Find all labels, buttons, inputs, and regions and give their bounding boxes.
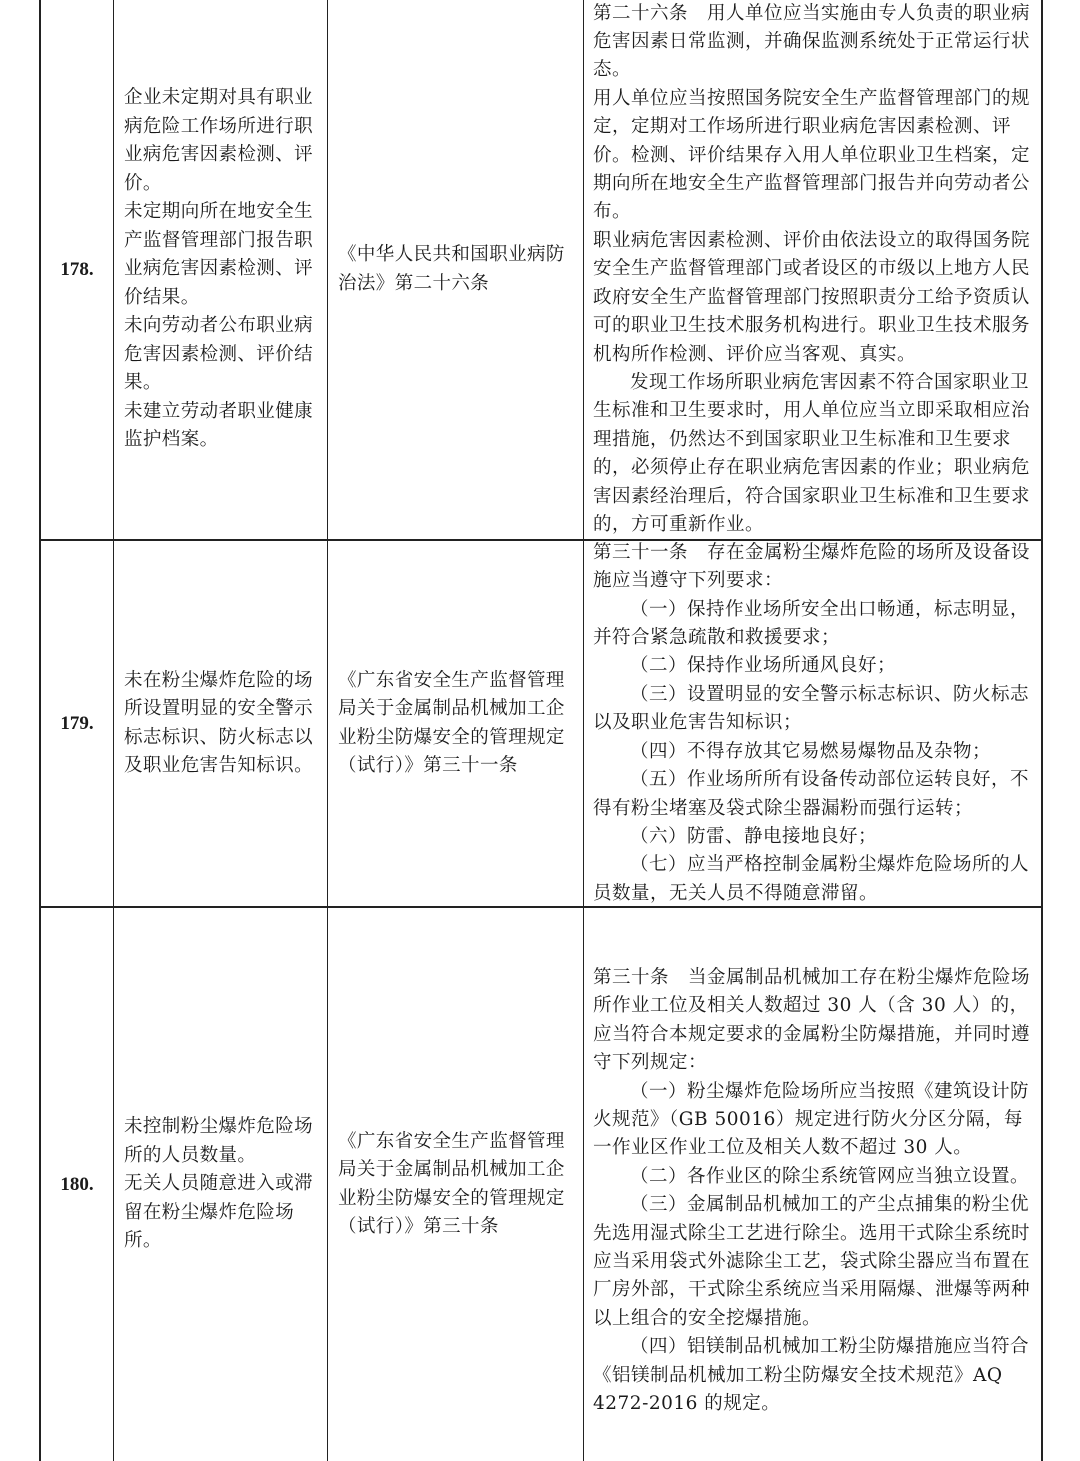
- violation-text: 未向劳动者公布职业病危害因素检测、评价结果。: [124, 315, 314, 394]
- legal-basis-cell: [328, 0, 584, 539]
- row-number: 178.: [41, 0, 114, 539]
- violation-text: 未控制粉尘爆炸危险场所的人员数量。: [124, 1116, 314, 1166]
- law-paragraph: （二）保持作业场所通风良好；: [630, 655, 897, 677]
- law-paragraph: 第三十条 当金属制品机械加工存在粉尘爆炸危险场所作业工位及相关人数超过 30 人（含 30 人）的，应当符合本规定要求的金属粉尘防爆措施，并同时遵守下列规定：: [593, 967, 1031, 1074]
- law-paragraph: 发现工作场所职业病危害因素不符合国家职业卫生标准和卫生要求时，用人单位应当立即采取相应治理措施，仍然达不到国家职业卫生标准和卫生要求的，必须停止存在职业病危害因素的作业；职业病危害因素经治理后，符合国家职业卫生标准和卫生要求的，方可重新作业。: [593, 371, 1031, 535]
- violation-cell: [114, 541, 328, 906]
- law-paragraph: 职业病危害因素检测、评价由依法设立的取得国务院安全生产监督管理部门或者设区的市级以上地方人民政府安全生产监督管理部门按照职责分工给予资质认可的职业卫生技术服务机构进行。职业卫生技术服务机构所作检测、评价应当客观、真实。: [593, 229, 1031, 365]
- law-paragraph: （七）应当严格控制金属粉尘爆炸危险场所的人员数量，无关人员不得随意滞留。: [593, 854, 1030, 904]
- regulation-table: [39, 0, 1043, 1461]
- law-paragraph: （四）铝镁制品机械加工粉尘防爆措施应当符合《铝镁制品机械加工粉尘防爆安全技术规范》AQ 4272-2016 的规定。: [593, 1336, 1030, 1415]
- law-paragraph: （六）防雷、静电接地良好；: [630, 825, 878, 847]
- row-number: 179.: [41, 541, 114, 906]
- table-row: [41, 908, 1041, 1461]
- row-number: 180.: [41, 908, 114, 1461]
- table-row: [41, 0, 1041, 541]
- law-paragraph: 第三十一条 存在金属粉尘爆炸危险的场所及设备设施应当遵守下列要求：: [593, 541, 1031, 592]
- violation-text: 无关人员随意进入或滞留在粉尘爆炸危险场所。: [124, 1173, 314, 1252]
- law-text-cell: [584, 0, 1041, 539]
- law-text-cell: [584, 541, 1041, 906]
- law-text-cell: [584, 908, 1041, 1461]
- violation-text: 企业未定期对具有职业病危险工作场所进行职业病危害因素检测、评价。: [124, 87, 314, 194]
- legal-basis-cell: [328, 541, 584, 906]
- law-paragraph: （五）作业场所所有设备传动部位运转良好，不得有粉尘堵塞及袋式除尘器漏粉而强行运转；: [593, 769, 1030, 819]
- table-row: [41, 541, 1041, 908]
- violation-text: 未在粉尘爆炸危险的场所设置明显的安全警示标志标识、防火标志以及职业危害告知标识。: [124, 669, 314, 776]
- law-paragraph: （三）金属制品机械加工的产尘点捕集的粉尘优先选用湿式除尘工艺进行除尘。选用干式除尘系统时应当采用袋式外滤除尘工艺，袋式除尘器应当布置在厂房外部，干式除尘系统应当采用隔爆、泄爆等两种以上组合的安全挖爆措施。: [593, 1194, 1031, 1329]
- legal-basis-text: 《广东省安全生产监督管理局关于金属制品机械加工企业粉尘防爆安全的管理规定（试行）》第三十条: [338, 1130, 565, 1237]
- violation-text: 未建立劳动者职业健康监护档案。: [124, 400, 314, 451]
- law-paragraph: （三）设置明显的安全警示标志标识、防火标志以及职业危害告知标识；: [593, 683, 1030, 734]
- law-paragraph: 用人单位应当按照国务院安全生产监督管理部门的规定，定期对工作场所进行职业病危害因素检测、评价。检测、评价结果存入用人单位职业卫生档案，定期向所在地安全生产监督管理部门报告并向劳动者公布。: [593, 87, 1031, 223]
- law-paragraph: （二）各作业区的除尘系统管网应当独立设置。: [630, 1165, 1030, 1187]
- law-paragraph: （一）保持作业场所安全出口畅通，标志明显，并符合紧急疏散和救援要求；: [593, 598, 1030, 649]
- legal-basis-text: 《中华人民共和国职业病防治法》第二十六条: [338, 244, 565, 294]
- legal-basis-cell: [328, 908, 584, 1461]
- violation-text: 未定期向所在地安全生产监督管理部门报告职业病危害因素检测、评价结果。: [124, 201, 314, 308]
- violation-cell: [114, 908, 328, 1461]
- violation-cell: [114, 0, 328, 539]
- legal-basis-text: 《广东省安全生产监督管理局关于金属制品机械加工企业粉尘防爆安全的管理规定（试行）》第三十一条: [338, 669, 565, 776]
- law-paragraph: （一）粉尘爆炸危险场所应当按照《建筑设计防火规范》（GB 50016）规定进行防火分区分隔，每一作业区作业工位及相关人数不超过 30 人。: [593, 1080, 1030, 1159]
- law-paragraph: 第二十六条 用人单位应当实施由专人负责的职业病危害因素日常监测，并确保监测系统处于正常运行状态。: [593, 2, 1031, 81]
- law-paragraph: （四）不得存放其它易燃易爆物品及杂物；: [630, 740, 992, 762]
